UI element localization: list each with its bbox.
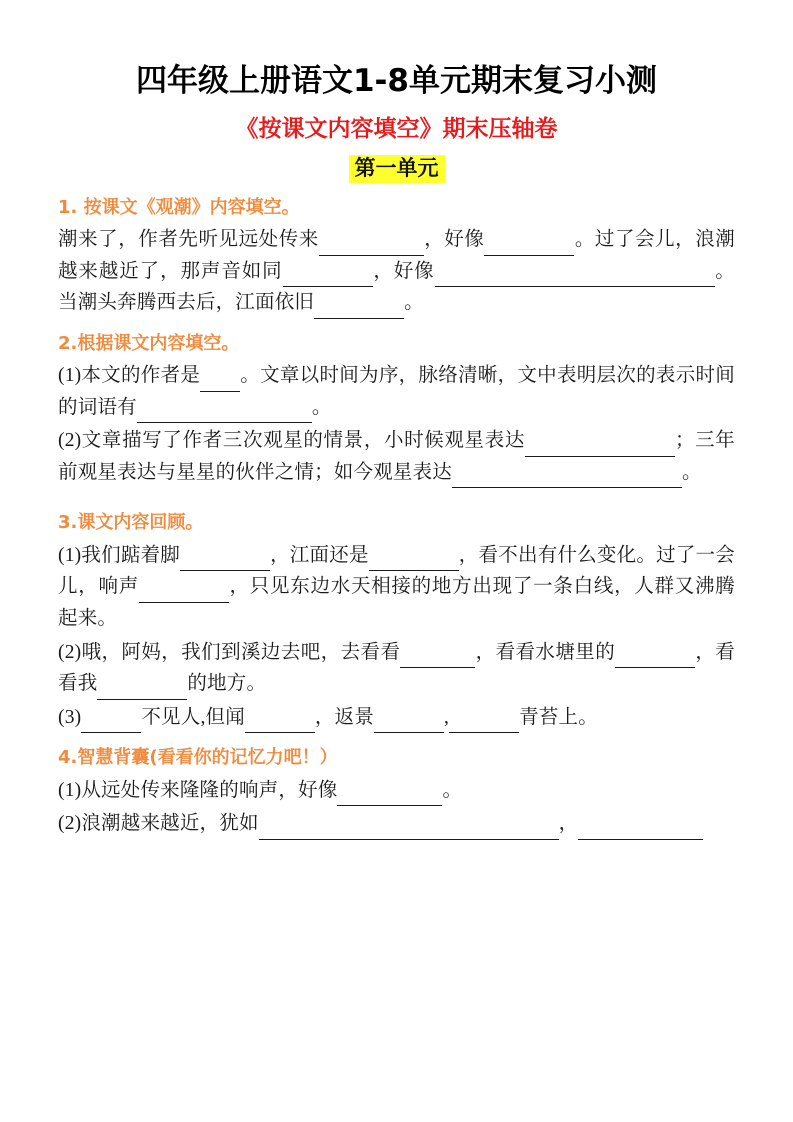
blank-input[interactable]: [314, 297, 404, 318]
blank-input[interactable]: [369, 550, 459, 571]
s2a-t1: 本文的作者是: [81, 365, 201, 387]
s1-t6: 。: [404, 292, 424, 314]
blank-input[interactable]: [139, 581, 229, 602]
s3a-t3: ，看不出有什么变化。过了一会儿，响声: [58, 544, 735, 598]
s3a-t2: ，江面还是: [270, 544, 369, 566]
item-number: (1): [58, 544, 82, 566]
blank-input[interactable]: [97, 678, 187, 699]
s3c-t2: ，返景: [314, 706, 375, 728]
section-heading-1: 1. 按课文《观潮》内容填空。: [58, 196, 300, 218]
blank-input[interactable]: [400, 647, 475, 668]
section-heading-3: 3.课文内容回顾。: [58, 512, 204, 534]
blank-input[interactable]: [655, 647, 695, 668]
section-3-item-3: [58, 702, 735, 734]
unit-badge: 第一单元: [349, 155, 445, 183]
section-1-text: [58, 224, 735, 319]
s3b-t1: 哦，阿妈，我们到溪边去吧，去看看: [81, 641, 401, 663]
s3c-t3: ,: [444, 706, 450, 728]
s1-t3: 。过了会儿，浪潮越来越近了，那声音如同: [58, 229, 735, 282]
blank-input[interactable]: [525, 435, 635, 456]
s2a-t3: 。: [311, 396, 332, 418]
page-subtitle: 《按课文内容填空》期末压轴卷: [235, 115, 558, 142]
s3a-t4: ，只见东边水天相接的地方出现了一条白线，人群又沸腾起来。: [58, 576, 735, 629]
blank-input[interactable]: [572, 467, 682, 488]
item-number: (1): [58, 365, 82, 387]
s4a-t2: 。: [442, 779, 463, 801]
blank-input[interactable]: [245, 712, 315, 733]
blank-input[interactable]: [449, 712, 519, 733]
s3b-t4: 的地方。: [187, 673, 267, 695]
s2b-t2: ；三年前观星表达与星星的伙伴之情；如今观星表达: [58, 430, 735, 483]
blank-input[interactable]: [435, 266, 565, 287]
blank-input[interactable]: [374, 712, 444, 733]
item-number: (2): [58, 813, 82, 835]
blank-input[interactable]: [635, 435, 675, 456]
s1-t2: ，好像: [423, 229, 485, 251]
section-4-item-2: [58, 808, 735, 840]
blank-input[interactable]: [615, 647, 655, 668]
blank-input[interactable]: [137, 402, 312, 423]
s1-t5: 。当潮头奔腾西去后，江面依旧: [58, 260, 736, 314]
blank-input[interactable]: [337, 785, 442, 806]
blank-input[interactable]: [81, 712, 141, 733]
section-3-item-1: [58, 540, 735, 635]
s3b-t2: ，看看水塘里的: [475, 641, 616, 663]
s4b-t2: ，: [558, 813, 579, 835]
blank-input[interactable]: [259, 818, 559, 839]
blank-input[interactable]: [180, 550, 270, 571]
blank-input[interactable]: [200, 370, 240, 391]
s2b-t3: 。: [682, 461, 702, 483]
s4b-t1: 浪潮越来越近，犹如: [81, 813, 259, 835]
section-heading-2: 2.根据课文内容填空。: [58, 332, 240, 354]
blank-input[interactable]: [484, 234, 574, 255]
item-number: (1): [58, 779, 82, 801]
s2a-t2: 。文章以时间为序，脉络清晰，文中表明层次的表示时间的词语有: [58, 365, 735, 418]
section-2-item-1: [58, 360, 735, 423]
s4a-t1: 从远处传来隆隆的响声，好像: [81, 779, 338, 801]
blank-input[interactable]: [283, 266, 373, 287]
unit-badge-wrap: [58, 155, 735, 183]
s3c-t4: 青苔上。: [519, 706, 598, 728]
blank-input[interactable]: [452, 467, 572, 488]
section-4-item-1: [58, 775, 735, 807]
blank-input[interactable]: [565, 266, 715, 287]
page-title: 四年级上册语文1-8单元期末复习小测: [135, 63, 657, 99]
blank-input[interactable]: [319, 234, 424, 255]
blank-input[interactable]: [578, 818, 703, 839]
s3c-t1: 不见人,但闻: [141, 706, 245, 728]
s2b-t1: 文章描写了作者三次观星的情景，小时候观星表达: [81, 430, 525, 452]
section-heading-4: 4.智慧背囊(看看你的记忆力吧！）: [58, 747, 338, 769]
item-number: (2): [58, 641, 82, 663]
s1-t1: 潮来了，作者先听见远处传来: [58, 229, 319, 251]
s3a-t1: 我们踮着脚: [81, 544, 181, 566]
s3b-t3: ，看看我: [58, 641, 736, 695]
s1-t4: ，好像: [372, 260, 435, 282]
section-3-item-2: [58, 637, 735, 700]
section-2-item-2: [58, 425, 735, 488]
item-number: (2): [58, 430, 82, 452]
item-number: (3): [58, 706, 82, 728]
